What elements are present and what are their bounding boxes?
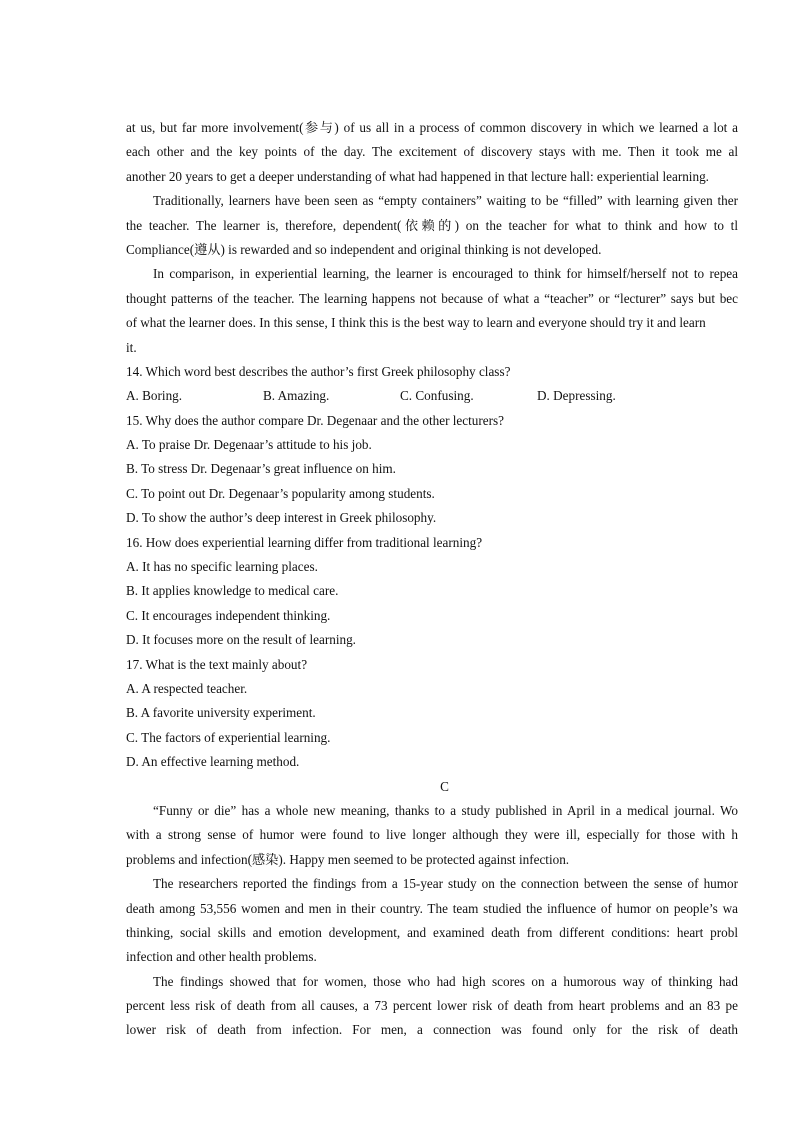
question-stem: 15. Why does the author compare Dr. Degenaar and the other lecturers? [126, 412, 505, 428]
option-d: D. It focuses more on the result of learning. [126, 632, 356, 648]
question-stem: 17. What is the text mainly about? [126, 656, 308, 672]
question-stem: 16. How does experiential learning differ from traditional learning? [126, 534, 483, 550]
passage-c-paragraph-3 [126, 972, 738, 1045]
text-line: lower risk of death from infection. For men, a connection was found only for the risk of death [126, 1022, 738, 1038]
option-c: C. To point out Dr. Degenaar’s popularity among students. [126, 485, 435, 501]
text-line: it. [126, 339, 137, 355]
option-c: C. The factors of experiential learning. [126, 729, 331, 745]
option-d: D. An effective learning method. [126, 754, 300, 770]
text-line: In comparison, in experiential learning, the learner is encouraged to think for himself/herself not to repea [153, 266, 738, 282]
text-line: each other and the key points of the day. The excitement of discovery stays with me. Then it took me al [126, 144, 738, 160]
passage-b-paragraph-1 [126, 118, 738, 191]
text-line: The findings showed that for women, those who had high scores on a humorous way of thinking had [153, 973, 738, 989]
section-heading: C [440, 778, 449, 794]
text-line: death among 53,556 women and men in their country. The team studied the influence of humor on people’s wa [126, 900, 738, 916]
text-line: Traditionally, learners have been seen as “empty containers” waiting to be “filled” with learning given ther [153, 193, 738, 209]
option-b: B. Amazing. [263, 388, 330, 404]
text-line: thought patterns of the teacher. The learning happens not because of what a “teacher” or “lecturer” says but bec [126, 290, 738, 306]
question-17 [126, 655, 738, 777]
question-14 [126, 362, 738, 411]
option-a: A. Boring. [126, 388, 183, 404]
option-a: A. It has no specific learning places. [126, 559, 318, 575]
text-line: “Funny or die” has a whole new meaning, thanks to a study published in April in a medical journal. Wo [153, 802, 738, 818]
text-line: at us, but far more involvement(参与) of us all in a process of common discovery in which we learned a lot a [126, 120, 738, 135]
text-line: The researchers reported the findings from a 15-year study on the connection between the sense of humor [153, 876, 738, 892]
passage-b-paragraph-3 [126, 264, 738, 362]
passage-c-paragraph-2 [126, 874, 738, 972]
text-line: with a strong sense of humor were found to live longer although they were ill, especially for those with h [126, 827, 738, 843]
text-line: Compliance(遵从) is rewarded and so independent and original thinking is not developed. [126, 241, 602, 257]
option-d: D. To show the author’s deep interest in Greek philosophy. [126, 510, 437, 526]
passage-b-paragraph-2 [126, 191, 738, 264]
text-line: percent less risk of death from all causes, a 73 percent lower risk of death from heart problems and an 83 pe [126, 998, 738, 1014]
question-stem: 14. Which word best describes the author’s first Greek philosophy class? [126, 363, 511, 379]
option-c: C. Confusing. [400, 388, 474, 404]
text-line: the teacher. The learner is, therefore, dependent(依赖的) on the teacher for what to think and how to tl [126, 217, 738, 233]
document-page [126, 118, 738, 1045]
option-b: B. It applies knowledge to medical care. [126, 583, 339, 599]
text-line: another 20 years to get a deeper understanding of what had happened in that lecture hall: experiential learning. [126, 168, 709, 184]
text-line: problems and infection(感染). Happy men seemed to be protected against infection. [126, 851, 570, 867]
option-c: C. It encourages independent thinking. [126, 607, 331, 623]
text-line: of what the learner does. In this sense, I think this is the best way to learn and everyone should try it and learn [126, 315, 706, 331]
passage-c-paragraph-1 [126, 801, 738, 874]
option-b: B. To stress Dr. Degenaar’s great influence on him. [126, 461, 396, 477]
option-b: B. A favorite university experiment. [126, 705, 316, 721]
question-15 [126, 411, 738, 533]
text-line: infection and other health problems. [126, 949, 317, 965]
option-a: A. To praise Dr. Degenaar’s attitude to his job. [126, 437, 372, 453]
question-16 [126, 533, 738, 655]
option-a: A. A respected teacher. [126, 680, 248, 696]
text-line: thinking, social skills and emotion development, and examined death from different conditions: heart probl [126, 924, 738, 940]
question-options [126, 386, 738, 410]
option-d: D. Depressing. [537, 388, 616, 404]
